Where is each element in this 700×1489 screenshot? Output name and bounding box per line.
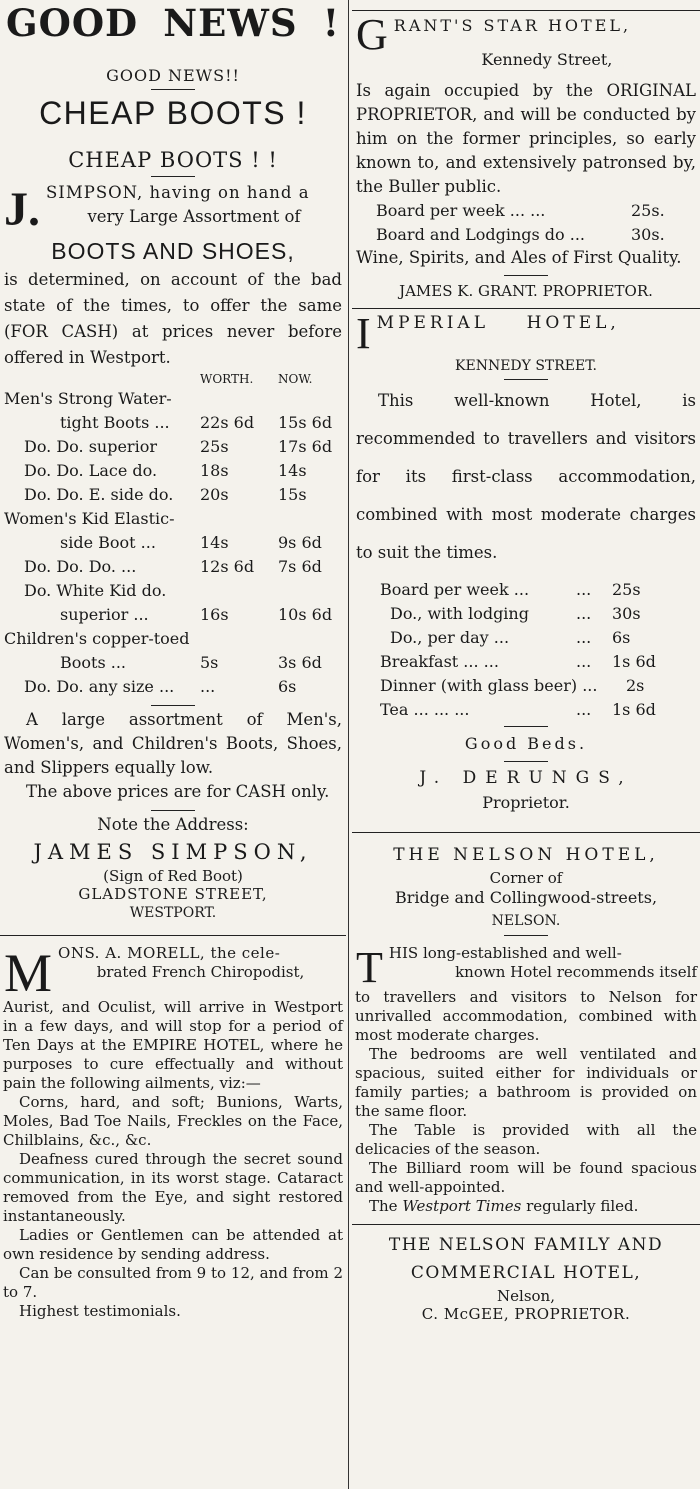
rule [504, 379, 548, 380]
headline-word: NEWS [163, 1, 298, 45]
papers-text: regularly filed. [526, 1197, 639, 1215]
item-now: 17s 6d [278, 437, 333, 456]
nelson-ad [352, 841, 700, 1216]
papers-text: The [369, 1197, 398, 1215]
morell-line: brated French Chiropodist, [96, 963, 305, 981]
intro-line: SIMPSON, having on hand a [46, 183, 310, 202]
imperial-ad [352, 309, 700, 814]
rate-dots: ... [576, 604, 592, 623]
rate-value: 6s [612, 628, 631, 647]
nelson-corner: Corner of [489, 869, 563, 887]
rate-dots: ... [576, 628, 592, 647]
left-column [0, 0, 346, 1489]
rate-dots [610, 674, 626, 698]
rate-label: Do., with lodging [390, 604, 529, 623]
item-worth [200, 627, 278, 651]
item-now: 7s 6d [278, 557, 322, 576]
morell-body: Aurist, and Oculist, will arrive in Westport in a few days, and will stop for a period of Ten Days at the EMPIRE HOTEL, where he purposes to cure effectually and without pain the following ailments, viz:— [3, 998, 343, 1092]
morell-deafness: Deafness cured through the secret sound communication, in its worst stage. Cataract removed from the Eye, and sight restored instantaneously. [3, 1150, 343, 1225]
right-column [352, 0, 700, 1489]
grant-title: RANT'S STAR HOTEL, [393, 16, 632, 35]
boots-and-shoes-title: BOOTS AND SHOES, [51, 238, 295, 264]
price-row [0, 579, 346, 603]
nelson-body: to travellers and visitors to Nelson for unrivalled accommodation, combined with most moderate charges. [355, 988, 697, 1044]
cheap-boots-headline: CHEAP BOOTS ! [39, 95, 307, 131]
item-worth: ... [200, 677, 216, 696]
nelson-town: NELSON. [491, 913, 561, 929]
item-worth: 25s [200, 437, 229, 456]
morell-line: ONS. A. MORELL, the cele- [58, 944, 281, 962]
rate-row [380, 578, 700, 602]
price-row [0, 555, 346, 579]
grant-body: Is again occupied by the ORIGINAL PROPRIETOR, and will be conducted by him on the former principles, so early known to, and extensively patronsed by, the Buller public. [356, 81, 696, 196]
price-row [0, 651, 346, 675]
imperial-owner: J. DERUNGS, [419, 768, 633, 788]
drop-cap-g: G [356, 10, 388, 59]
item-worth: 16s [200, 605, 229, 624]
rate-dots: ... [576, 580, 592, 599]
price-header [0, 371, 346, 387]
item-worth: 18s [200, 461, 229, 480]
morell-testimonials: Highest testimonials. [19, 1302, 181, 1320]
nelson-bedrooms: The bedrooms are well ventilated and spacious, suited either for individuals or family parties; a bathroom is provided on the same floor. [355, 1045, 697, 1120]
nelson-line: known Hotel recommends itself [455, 963, 697, 981]
item-worth [200, 507, 278, 531]
nelson-title: THE NELSON HOTEL, [393, 845, 659, 865]
rate-row [390, 626, 700, 650]
price-row [0, 483, 346, 507]
grant-rate [376, 223, 700, 247]
rate-label: Do., per day ... [390, 628, 510, 647]
family-hotel-ad [352, 1231, 700, 1323]
rule [504, 935, 548, 936]
town-text: WESTPORT. [129, 905, 217, 921]
drop-cap-j: J. [4, 183, 40, 236]
good-news-sub: GOOD NEWS!! [106, 66, 240, 85]
family-town: Nelson, [497, 1287, 555, 1305]
item-now: 14s [278, 461, 307, 480]
price-row [0, 435, 346, 459]
now-header: NOW. [278, 372, 313, 386]
rate-label: Board and Lodgings do ... [376, 225, 585, 244]
item-now: 3s 6d [278, 653, 322, 672]
rule [151, 89, 195, 90]
grant-wine: Wine, Spirits, and Ales of First Quality. [356, 248, 682, 267]
rate-label: Dinner (with glass beer) ... [380, 676, 598, 695]
morell-ad [0, 944, 346, 1321]
rule [151, 176, 195, 177]
item-now: 10s 6d [278, 605, 333, 624]
grant-street: Kennedy Street, [481, 50, 613, 69]
cheap-boots-sub: CHEAP BOOTS ! ! [68, 148, 278, 172]
imperial-title: MPERIAL HOTEL, [376, 313, 620, 333]
nelson-table: The Table is provided with all the delicacies of the season. [355, 1121, 697, 1158]
cash-text: The above prices are for CASH only. [26, 782, 330, 801]
item-name: Do. Do. Lace do. [24, 461, 158, 480]
worth-header: WORTH. [200, 372, 254, 386]
ad-separator [352, 832, 700, 833]
rate-row [390, 602, 700, 626]
rule [504, 275, 548, 276]
price-row [0, 603, 346, 627]
grant-proprietor: JAMES K. GRANT. PROPRIETOR. [399, 282, 653, 300]
rate-value: 25s [612, 580, 641, 599]
item-name: Do. Do. superior [24, 437, 157, 456]
rate-label: Board per week ... [380, 580, 530, 599]
item-name: side Boot ... [60, 533, 156, 552]
item-worth: 14s [200, 533, 229, 552]
headline-word: ! [322, 1, 340, 45]
item-worth: 22s 6d [200, 413, 255, 432]
rate-row [380, 650, 700, 674]
simpson-name: JAMES SIMPSON, [33, 840, 313, 864]
nelson-streets: Bridge and Collingwood-streets, [394, 888, 658, 907]
item-name: tight Boots ... [60, 413, 170, 432]
rate-value: 2s [626, 676, 645, 695]
item-worth [200, 387, 278, 411]
item-now: 9s 6d [278, 533, 322, 552]
rule [504, 726, 548, 727]
item-name: Do. Do. E. side do. [24, 485, 174, 504]
item-name: superior ... [60, 605, 149, 624]
rate-dots: ... [576, 652, 592, 671]
papers-title: Westport Times [402, 1197, 522, 1215]
headline-word: GOOD [6, 1, 139, 45]
item-name: Men's Strong Water- [4, 389, 172, 408]
item-name: Do. Do. any size ... [24, 677, 175, 696]
item-now: 6s [278, 677, 297, 696]
family-proprietor: C. McGEE, PROPRIETOR. [421, 1305, 631, 1323]
column-divider [348, 0, 349, 1489]
item-worth [200, 579, 278, 603]
price-row [0, 627, 346, 651]
rate-value: 30s. [631, 225, 665, 244]
price-row [0, 387, 346, 411]
item-name: Boots ... [60, 653, 127, 672]
item-name: Women's Kid Elastic- [4, 509, 175, 528]
rate-label: Tea ... ... ... [380, 700, 470, 719]
price-row [0, 675, 346, 699]
intro-line: very Large Assortment of [87, 207, 301, 226]
nelson-papers [355, 1197, 697, 1216]
imperial-body: This well-known Hotel, is recommended to travellers and visitors for its first-class accommodation, combined with most moderate charges to suit the times. [356, 391, 696, 562]
rate-row [380, 674, 700, 698]
price-row [0, 411, 346, 435]
simpson-body: is determined, on account of the bad state of the times, to offer the same (FOR CASH) at prices never before offered in Westport. [4, 270, 342, 367]
assortment-text: A large assortment of Men's, Women's, and Children's Boots, Shoes, and Slippers equally low. [4, 710, 342, 777]
drop-cap-t: T [356, 943, 383, 992]
ad-separator [0, 935, 346, 936]
rate-value: 25s. [631, 201, 665, 220]
item-name: Children's copper-toed [4, 629, 190, 648]
morell-visits: Ladies or Gentlemen can be attended at own residence by sending address. [3, 1226, 343, 1263]
nelson-line: HIS long-established and well- [388, 944, 622, 962]
item-name: Do. White Kid do. [24, 581, 167, 600]
drop-cap-m: M [4, 943, 53, 1003]
good-beds: Good Beds. [464, 734, 588, 753]
address-note: Note the Address: [97, 815, 249, 834]
drop-cap-i: I [356, 309, 371, 358]
rate-value: 1s 6d [612, 652, 656, 671]
morell-hours: Can be consulted from 9 to 12, and from 2 to 7. [3, 1264, 343, 1301]
item-worth: 12s 6d [200, 557, 255, 576]
item-name: Do. Do. Do. ... [24, 557, 137, 576]
rate-row [380, 698, 700, 722]
price-row [0, 459, 346, 483]
price-row [0, 531, 346, 555]
rule [504, 761, 548, 762]
item-worth: 20s [200, 485, 229, 504]
item-now: 15s 6d [278, 413, 333, 432]
imperial-role: Proprietor. [482, 793, 570, 812]
ad-separator [352, 1224, 700, 1225]
top-rule [352, 10, 700, 11]
rate-label: Breakfast ... ... [380, 652, 499, 671]
morell-ailments: Corns, hard, and soft; Bunions, Warts, Moles, Bad Toe Nails, Freckles on the Face, Chilblains, &c., &c. [3, 1093, 343, 1149]
rule [151, 705, 195, 706]
item-now: 15s [278, 485, 307, 504]
rate-value: 1s 6d [612, 700, 656, 719]
family-title: COMMERCIAL HOTEL, [410, 1263, 642, 1283]
imperial-street: KENNEDY STREET. [455, 358, 597, 374]
rule [151, 810, 195, 811]
street-text: GLADSTONE STREET, [78, 885, 268, 903]
rate-label: Board per week ... ... [376, 201, 546, 220]
simpson-ad [0, 0, 346, 923]
grant-rate [376, 199, 700, 223]
nelson-billiard: The Billiard room will be found spacious and well-appointed. [355, 1159, 697, 1196]
price-row [0, 507, 346, 531]
rate-dots: ... [576, 700, 592, 719]
good-news-headline [0, 0, 346, 46]
price-list [0, 387, 346, 699]
rate-value: 30s [612, 604, 641, 623]
grant-ad [352, 10, 700, 302]
family-title: THE NELSON FAMILY AND [388, 1235, 664, 1255]
item-worth: 5s [200, 653, 219, 672]
sign-text: (Sign of Red Boot) [103, 867, 243, 885]
imperial-rates [352, 578, 700, 722]
